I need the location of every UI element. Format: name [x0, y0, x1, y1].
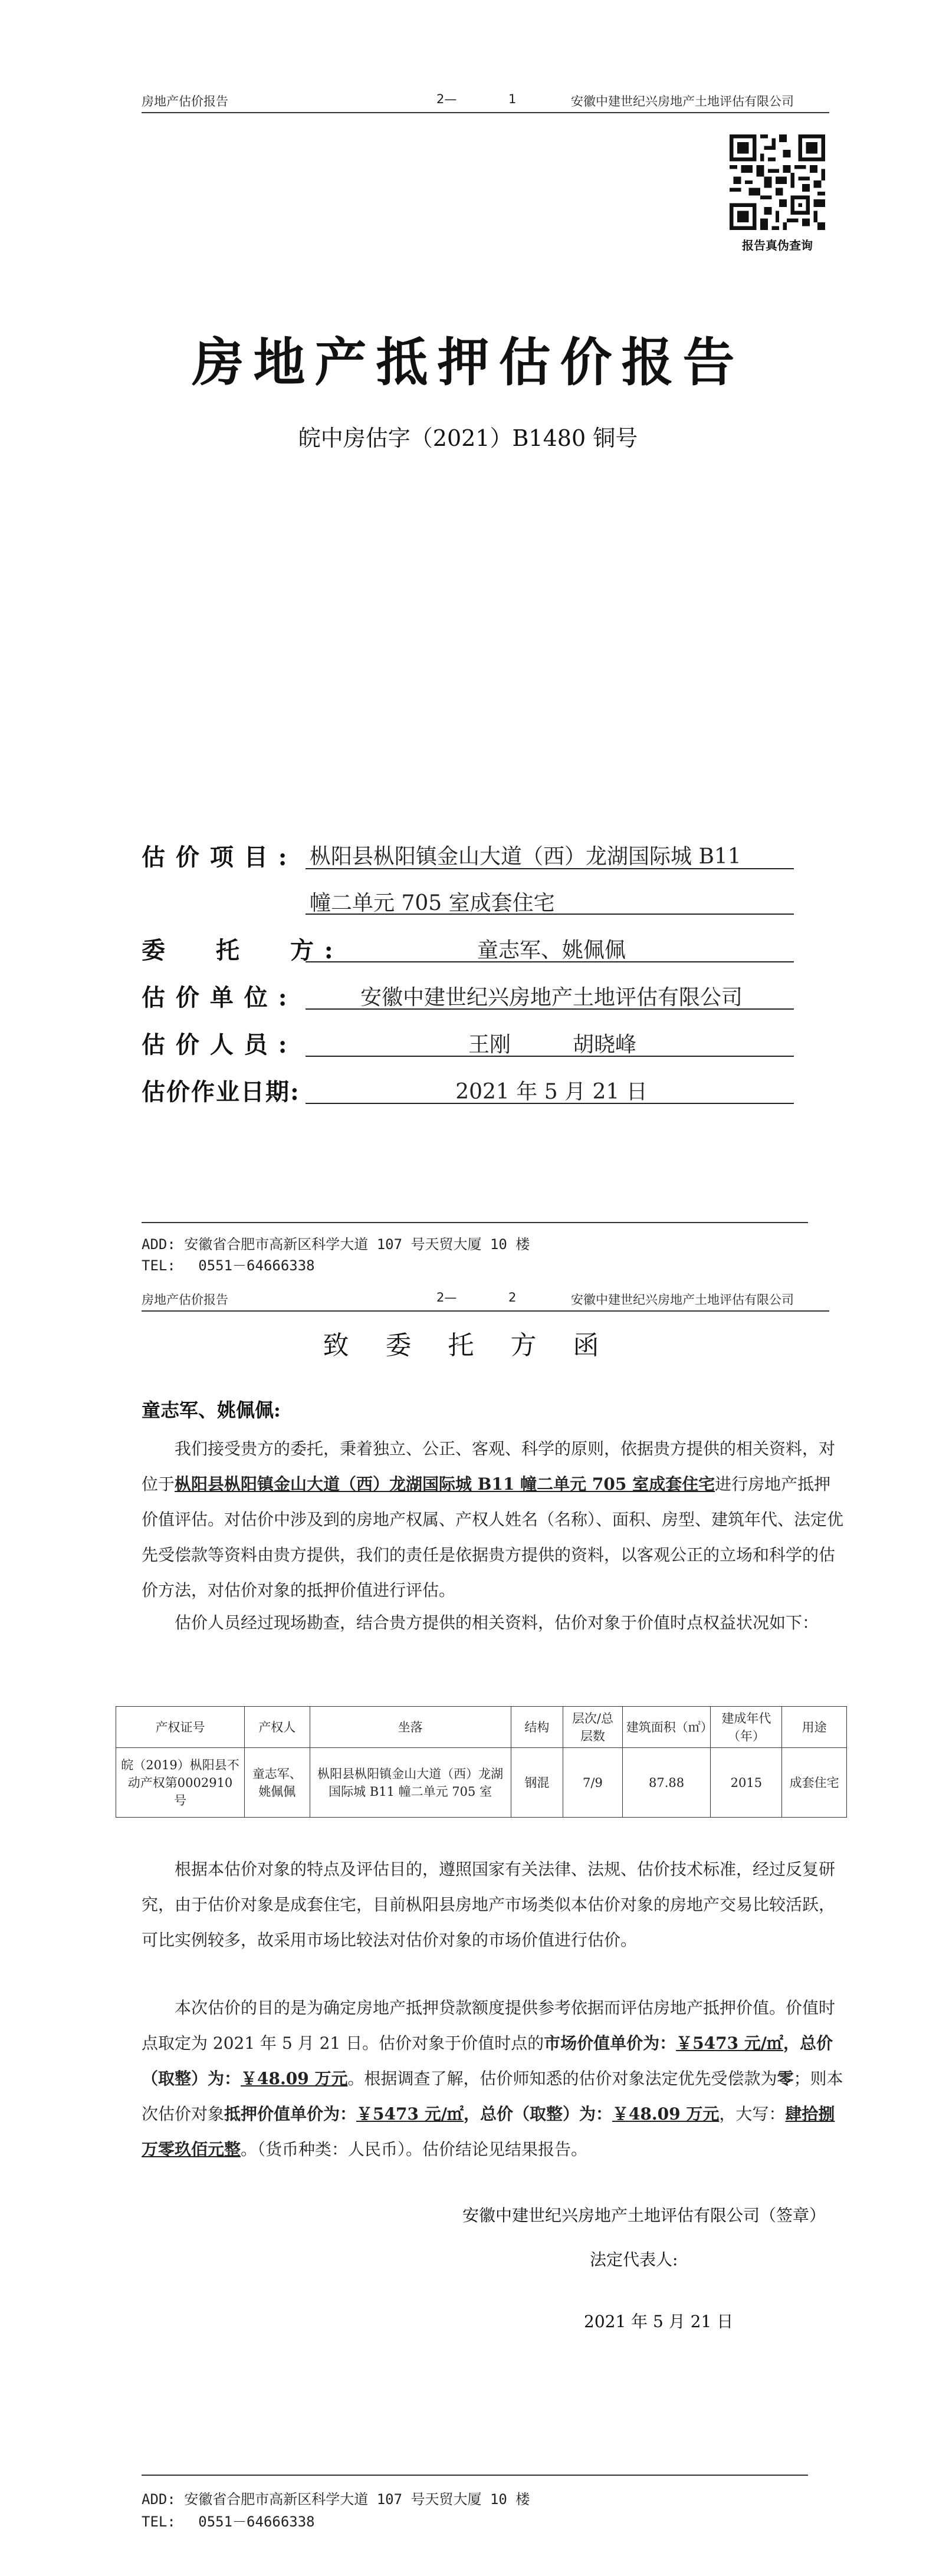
cell-owner: 童志军、姚佩佩 — [245, 1748, 310, 1818]
cell-location: 枞阳县枞阳镇金山大道（西）龙湖国际城 B11 幢二单元 705 室 — [310, 1748, 511, 1818]
cell-certificate-no: 皖（2019）枞阳县不动产权第0002910 号 — [116, 1748, 245, 1818]
p4-total-label: ，总价（取整）为： — [463, 2104, 612, 2124]
paragraph-4 — [142, 1990, 843, 2167]
project-value-line1: 枞阳县枞阳镇金山大道（西）龙湖国际城 B11 — [310, 845, 741, 869]
header-rule — [142, 112, 829, 113]
p4-amount-in-words: 肆拾捌万零玖佰元整 — [142, 2104, 835, 2159]
project-underline-1 — [306, 868, 794, 869]
cell-year: 2015 — [711, 1748, 782, 1818]
header-rule — [142, 1310, 829, 1312]
signature-representative: 法定代表人: — [590, 2250, 678, 2269]
header-cell: 坐落 — [310, 1707, 511, 1748]
project-label: 估 价 项 目 : — [142, 843, 288, 871]
header-page-number: 2 — [508, 1290, 517, 1305]
date-value: 2021 年 5 月 21 日 — [455, 1080, 648, 1104]
header-right: 安徽中建世纪兴房地产土地评估有限公司 — [571, 94, 794, 109]
qr-caption: 报告真伪查询 — [742, 238, 813, 252]
client-underline — [306, 961, 794, 962]
date-label: 估价作业日期: — [142, 1078, 300, 1106]
p4-text: 。根据调查了解，估价师知悉的估价对象法定优先受偿款为 — [347, 2069, 777, 2088]
signature-company: 安徽中建世纪兴房地产土地评估有限公司（签章） — [462, 2206, 826, 2225]
footer-tel: TEL: 0551－64666338 — [142, 1257, 315, 1274]
client-value: 童志军、姚佩佩 — [477, 938, 626, 962]
project-value-line2: 幢二单元 705 室成套住宅 — [310, 891, 555, 915]
header-cell: 产权证号 — [116, 1707, 245, 1748]
header-right: 安徽中建世纪兴房地产土地评估有限公司 — [571, 1293, 794, 1307]
unit-underline — [306, 1008, 794, 1010]
p4-market-label: 市场价值单价为： — [544, 2033, 676, 2053]
header-left: 房地产估价报告 — [142, 1293, 228, 1307]
unit-label: 估 价 单 位 : — [142, 984, 288, 1011]
table-row — [116, 1748, 847, 1818]
header-cell: 层次/总层数 — [563, 1707, 623, 1748]
footer-address: ADD: 安徽省合肥市高新区科学大道 107 号天贸大厦 10 楼 — [142, 2491, 530, 2508]
paragraph-2: 估价人员经过现场勘查，结合贵方提供的相关资料，估价对象于价值时点权益状况如下： — [175, 1613, 819, 1632]
footer-rule — [142, 1222, 808, 1223]
footer-rule — [142, 2475, 808, 2476]
footer-address: ADD: 安徽省合肥市高新区科学大道 107 号天贸大厦 10 楼 — [142, 1236, 530, 1253]
p4-mortgage-unit-price: ￥5473 元/㎡ — [356, 2104, 464, 2124]
signature-date: 2021 年 5 月 21 日 — [584, 2312, 734, 2331]
cell-usage: 成套住宅 — [782, 1748, 847, 1818]
p1-text-a: 我们接受贵方的委托，秉着独立、公正、客观、科学的原则，依据贵方提供的相关资料，对位于 — [142, 1439, 836, 1494]
header-page-prefix: 2— — [436, 92, 457, 106]
p4-text: 。（货币种类：人民币）。估价结论见结果报告。 — [241, 2140, 588, 2159]
header-cell: 用途 — [782, 1707, 847, 1748]
p4-mortgage-label: 抵押价值单价为： — [224, 2104, 357, 2124]
p1-property-address: 枞阳县枞阳镇金山大道（西）龙湖国际城 B11 幢二单元 705 室成套住宅 — [175, 1474, 715, 1494]
cell-floor: 7/9 — [563, 1748, 623, 1818]
salutation: 童志军、姚佩佩: — [142, 1399, 281, 1421]
unit-value: 安徽中建世纪兴房地产土地评估有限公司 — [360, 985, 743, 1010]
paragraph-1 — [142, 1431, 843, 1608]
cell-structure: 钢混 — [511, 1748, 563, 1818]
qr-code-icon[interactable] — [730, 134, 825, 230]
p4-priority-amount: 零 — [777, 2069, 794, 2088]
header-page-number: 1 — [508, 92, 517, 106]
property-info-table — [116, 1706, 847, 1818]
report-number: 皖中房估字（2021）B1480 铜号 — [298, 425, 638, 451]
header-page-prefix: 2— — [436, 1290, 457, 1305]
p4-market-unit-price: ￥5473 元/㎡ — [676, 2033, 784, 2053]
paragraph-3: 根据本估价对象的特点及评估目的，遵照国家有关法律、法规、估价技术标准，经过反复研究，由于估价对象是成套住宅，目前枞阳县房地产市场类似本估价对象的房地产交易比较活跃，可比实例较多，故采用市场比较法对估价对象的市场价值进行估价。 — [142, 1859, 836, 1950]
table-header-row — [116, 1707, 847, 1748]
staff-name-2: 胡晓峰 — [572, 1033, 636, 1057]
header-cell: 建成年代（年） — [711, 1707, 782, 1748]
header-cell: 建筑面积（㎡） — [622, 1707, 711, 1748]
cell-area: 87.88 — [622, 1748, 711, 1818]
report-title: 房地产抵押估价报告 — [192, 331, 744, 393]
date-underline — [306, 1103, 794, 1104]
project-underline-2 — [306, 914, 794, 915]
p1-text-c: 进行房地产抵押价值评估。对估价中涉及到的房地产权属、产权人姓名（名称）、面积、房型、建筑年代、法定优先受偿款等资料由贵方提供，我们的责任是依据贵方提供的资料，以客观公正的立场和科学的估价方法，对估价对象的抵押价值进行评估。 — [142, 1474, 844, 1600]
p4-market-total: ￥48.09 万元 — [241, 2069, 348, 2088]
p4-text: 本次估价的目的是为确定房地产抵押贷款额度提供参考依据而评估房地产抵押价值。价值时点取定为 2021 年 5 月 21 日。估价对象于价值时点的 — [142, 1998, 836, 2053]
footer-tel: TEL: 0551－64666338 — [142, 2513, 315, 2530]
header-cell: 产权人 — [245, 1707, 310, 1748]
staff-name-1: 王刚 — [468, 1033, 511, 1057]
letter-title: 致 委 托 方 函 — [323, 1330, 613, 1361]
p4-mortgage-total: ￥48.09 万元 — [612, 2104, 720, 2124]
p4-text: ，大写： — [719, 2104, 786, 2124]
p4-text: ；则本次估价对象 — [142, 2069, 843, 2124]
p4-total-label: ，总价（取整）为： — [142, 2033, 833, 2088]
header-cell: 结构 — [511, 1707, 563, 1748]
header-left: 房地产估价报告 — [142, 94, 228, 109]
staff-label: 估 价 人 员 : — [142, 1031, 288, 1059]
staff-underline — [306, 1056, 794, 1057]
client-label: 委 托 方 : — [142, 937, 334, 964]
